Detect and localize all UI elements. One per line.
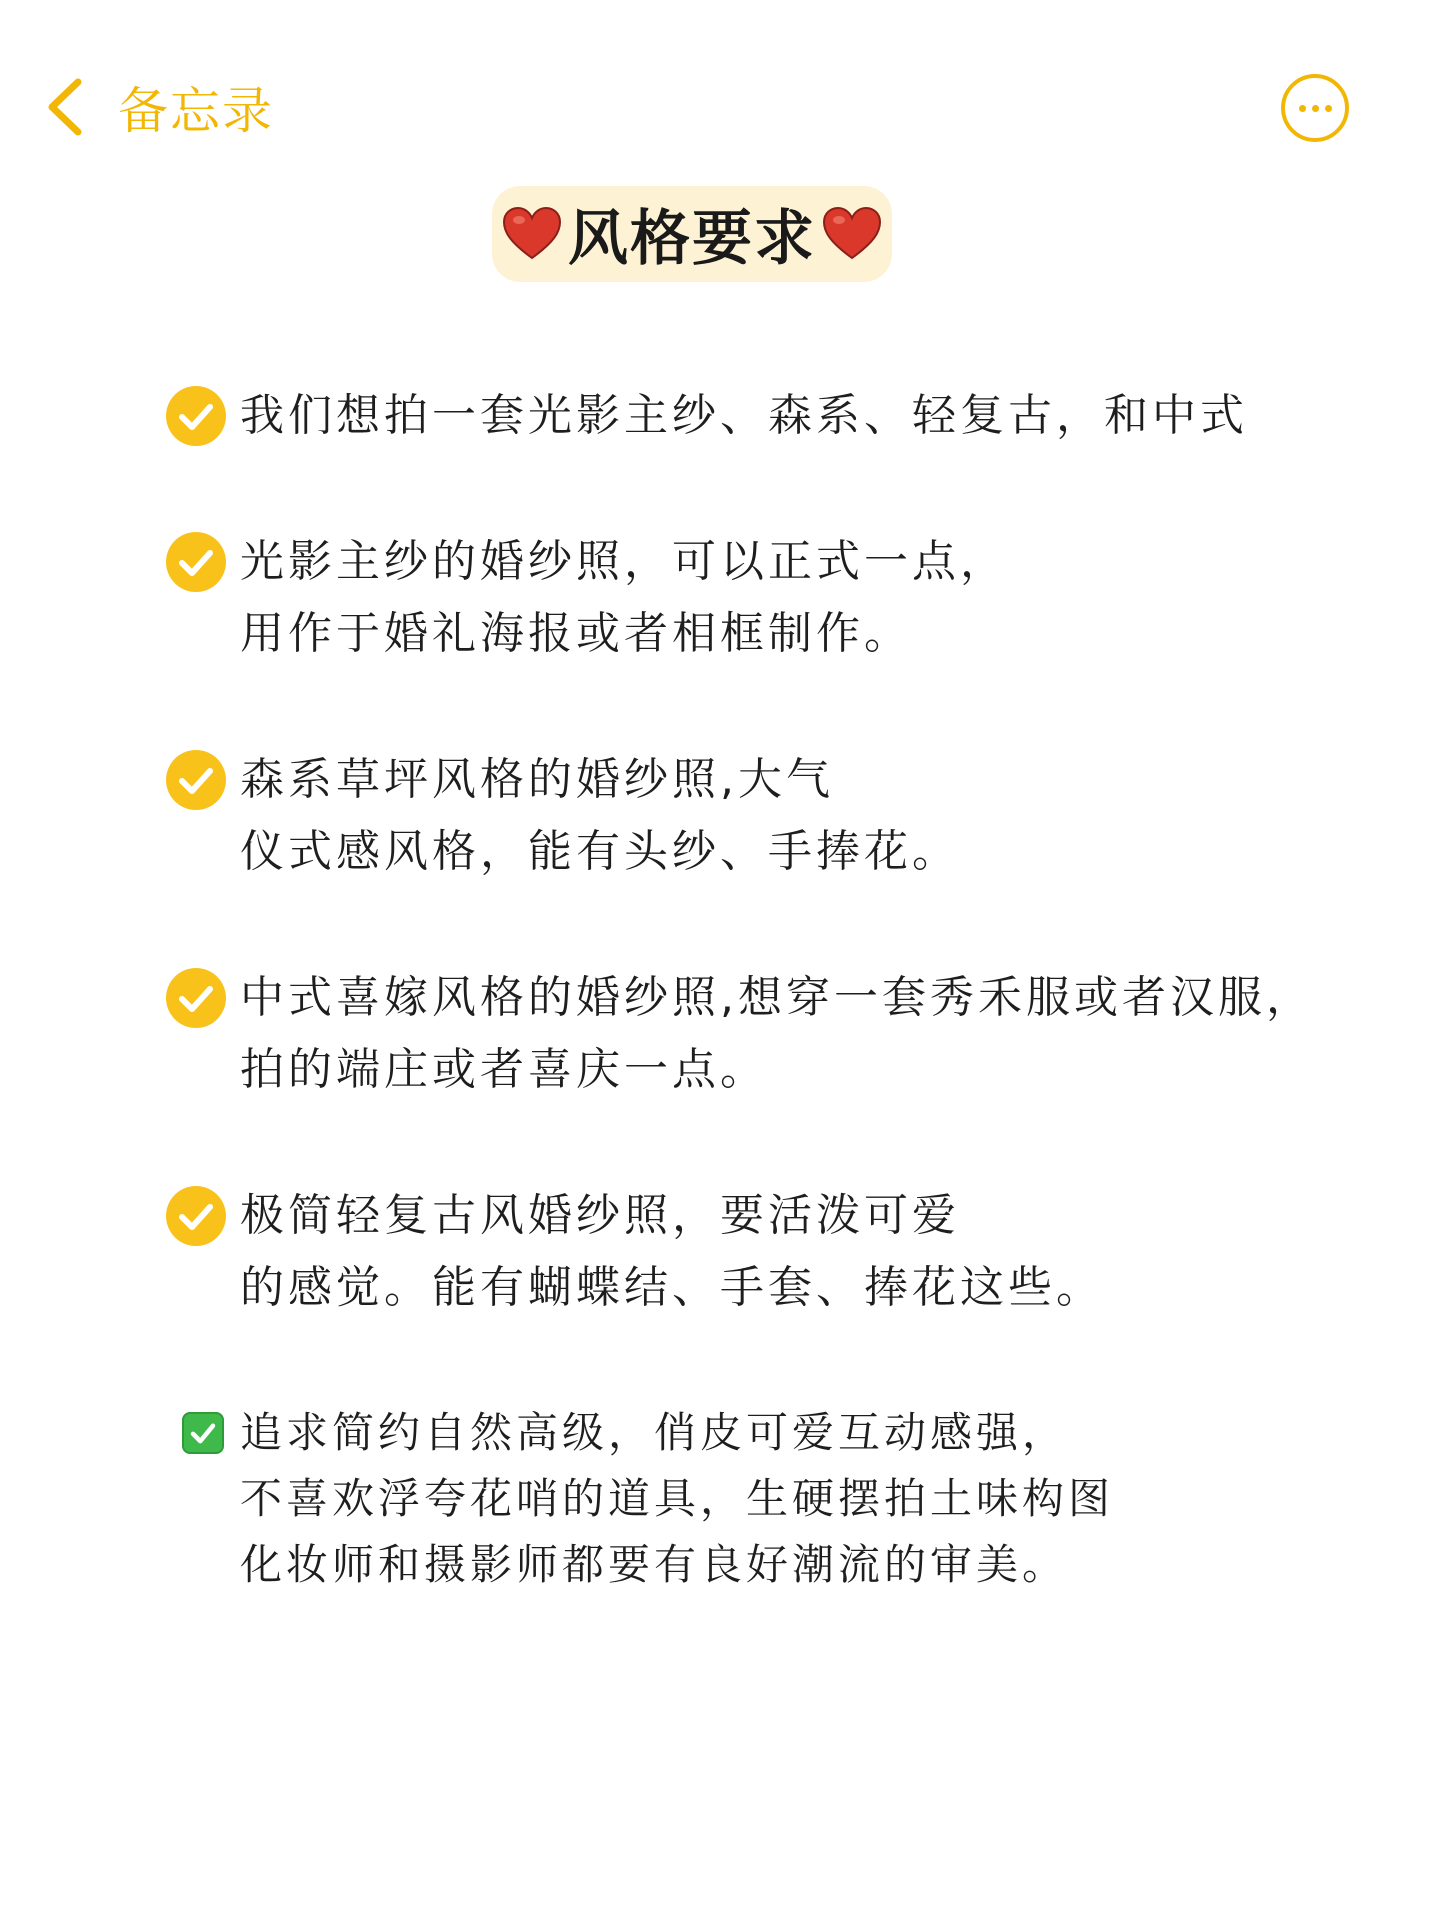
red-heart-icon: [822, 206, 882, 262]
summary-line: 追求简约自然高级，俏皮可爱互动感强，: [240, 1408, 1069, 1457]
item-line: 我们想拍一套光影主纱、森系、轻复古，和中式: [240, 390, 1248, 441]
item-line: 仪式感风格，能有头纱、手捧花。: [240, 826, 960, 877]
item-text: [240, 526, 1008, 670]
item-line: 用作于婚礼海报或者相框制作。: [240, 608, 912, 659]
yellow-check-icon: [164, 966, 228, 1030]
list-item: [164, 522, 1344, 672]
item-text: [240, 380, 1248, 452]
back-button[interactable]: [40, 72, 274, 142]
chevron-left-icon: [40, 72, 92, 142]
yellow-check-icon: [164, 530, 228, 594]
list-item: [164, 378, 1344, 458]
summary-line: 不喜欢浮夸花哨的道具，生硬摆拍土味构图: [240, 1474, 1115, 1523]
item-line: 森系草坪风格的婚纱照,大气: [240, 754, 834, 805]
item-text: [240, 962, 1314, 1106]
summary-text: [240, 1400, 1114, 1598]
item-line: 极简轻复古风婚纱照，要活泼可爱: [240, 1190, 960, 1241]
summary-item: [164, 1398, 1344, 1608]
item-line: 中式喜嫁风格的婚纱照,想穿一套秀禾服或者汉服，: [240, 972, 1314, 1023]
summary-line: 化妆师和摄影师都要有良好潮流的审美。: [240, 1540, 1069, 1589]
green-check-box-icon: [182, 1412, 224, 1454]
back-label: 备忘录: [118, 82, 274, 140]
item-line: 的感觉。能有蝴蝶结、手套、捧花这些。: [240, 1262, 1104, 1313]
list-item: [164, 740, 1344, 890]
list-item: [164, 1176, 1344, 1326]
yellow-check-icon: [164, 384, 228, 448]
yellow-check-icon: [164, 748, 228, 812]
more-button[interactable]: [1281, 74, 1349, 142]
red-heart-icon: [502, 206, 562, 262]
item-line: 光影主纱的婚纱照，可以正式一点，: [240, 536, 1008, 587]
more-horizontal-icon: [1299, 105, 1332, 112]
yellow-check-icon: [164, 1184, 228, 1248]
heading-pill: [492, 186, 892, 282]
page-title: 风格要求: [568, 204, 816, 274]
item-line: 拍的端庄或者喜庆一点。: [240, 1044, 768, 1095]
list-item: [164, 958, 1344, 1108]
item-text: [240, 744, 960, 888]
item-text: [240, 1180, 1104, 1324]
